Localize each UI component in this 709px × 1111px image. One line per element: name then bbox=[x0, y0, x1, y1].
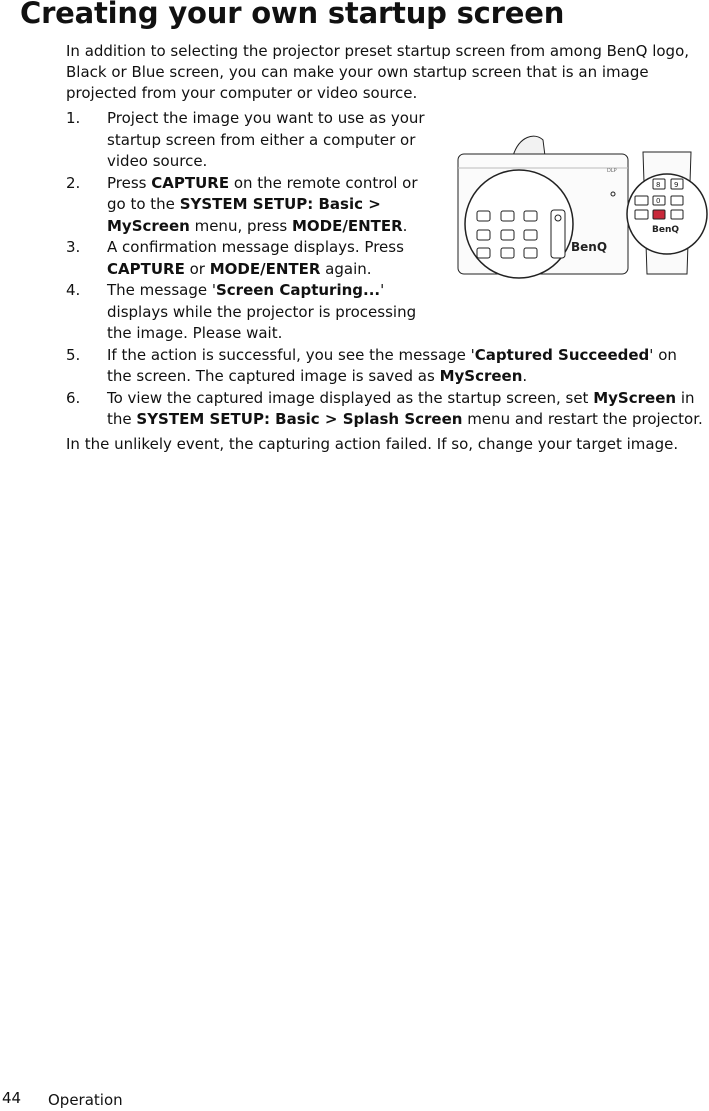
key-capture: CAPTURE bbox=[151, 173, 230, 192]
step-text: . bbox=[522, 367, 528, 385]
step-text: again. bbox=[320, 259, 372, 278]
remote-control-icon bbox=[627, 152, 707, 274]
message-text: Screen Capturing... bbox=[215, 281, 381, 299]
step-text: ' displays while the projector is processing the image. Please wait. bbox=[107, 281, 417, 342]
svg-text:DLP: DLP bbox=[607, 168, 617, 174]
setting-name: MyScreen bbox=[439, 367, 523, 385]
step-number: 3. bbox=[66, 238, 81, 256]
page-title: Creating your own startup screen bbox=[20, 0, 565, 30]
step-text: Project the image you want to use as your startup screen from either a computer or video source. bbox=[107, 109, 425, 170]
menu-path: SYSTEM SETUP: Basic > Splash Screen bbox=[136, 410, 463, 428]
step-4 bbox=[66, 280, 706, 345]
step-number: 1. bbox=[66, 109, 81, 127]
message-text: Captured Succeeded bbox=[474, 345, 650, 364]
intro-paragraph: In addition to selecting the projector preset startup screen from among BenQ logo, Black or Blue screen, you can make your own startup screen that is an image projected from your computer or video source. bbox=[66, 42, 690, 102]
projector-remote-illustration bbox=[455, 124, 709, 284]
step-text: ' on the screen. The captured image is saved as bbox=[107, 345, 677, 385]
step-text: menu and restart the projector. bbox=[462, 410, 703, 428]
step-text: To view the captured image displayed as the startup screen, set bbox=[107, 388, 594, 407]
step-5 bbox=[66, 345, 706, 388]
key-capture: CAPTURE bbox=[107, 259, 185, 278]
step-text: on the remote control or go to the bbox=[107, 173, 418, 213]
step-text: The message ' bbox=[107, 281, 216, 299]
step-number: 4. bbox=[66, 281, 81, 299]
remote-key-8: 8 bbox=[656, 181, 661, 189]
key-mode-enter: MODE/ENTER bbox=[209, 259, 321, 278]
footer-section: Operation bbox=[48, 1091, 123, 1109]
step-number: 6. bbox=[66, 388, 81, 407]
step-text: menu, press bbox=[189, 216, 292, 235]
step-text: . bbox=[402, 216, 408, 235]
projector-brand: BenQ bbox=[571, 240, 608, 254]
closing-paragraph: In the unlikely event, the capturing action failed. If so, change your target image. bbox=[66, 435, 679, 453]
page-number: 44 bbox=[2, 1089, 22, 1107]
step-number: 2. bbox=[66, 173, 81, 192]
step-text: in the bbox=[107, 388, 695, 428]
remote-key-0: 0 bbox=[656, 197, 661, 205]
step-6 bbox=[66, 388, 706, 431]
projector-control-panel-icon bbox=[465, 170, 573, 278]
menu-path: SYSTEM SETUP: Basic > MyScreen bbox=[107, 195, 381, 235]
step-text: or bbox=[184, 259, 210, 278]
step-number: 5. bbox=[66, 345, 81, 364]
step-text: Press bbox=[107, 173, 152, 192]
step-text: If the action is successful, you see the message ' bbox=[107, 345, 475, 364]
remote-key-9: 9 bbox=[674, 181, 679, 189]
step-text: A confirmation message displays. Press bbox=[107, 238, 404, 256]
setting-name: MyScreen bbox=[593, 388, 677, 407]
remote-brand: BenQ bbox=[652, 225, 680, 235]
key-mode-enter: MODE/ENTER bbox=[291, 216, 403, 235]
